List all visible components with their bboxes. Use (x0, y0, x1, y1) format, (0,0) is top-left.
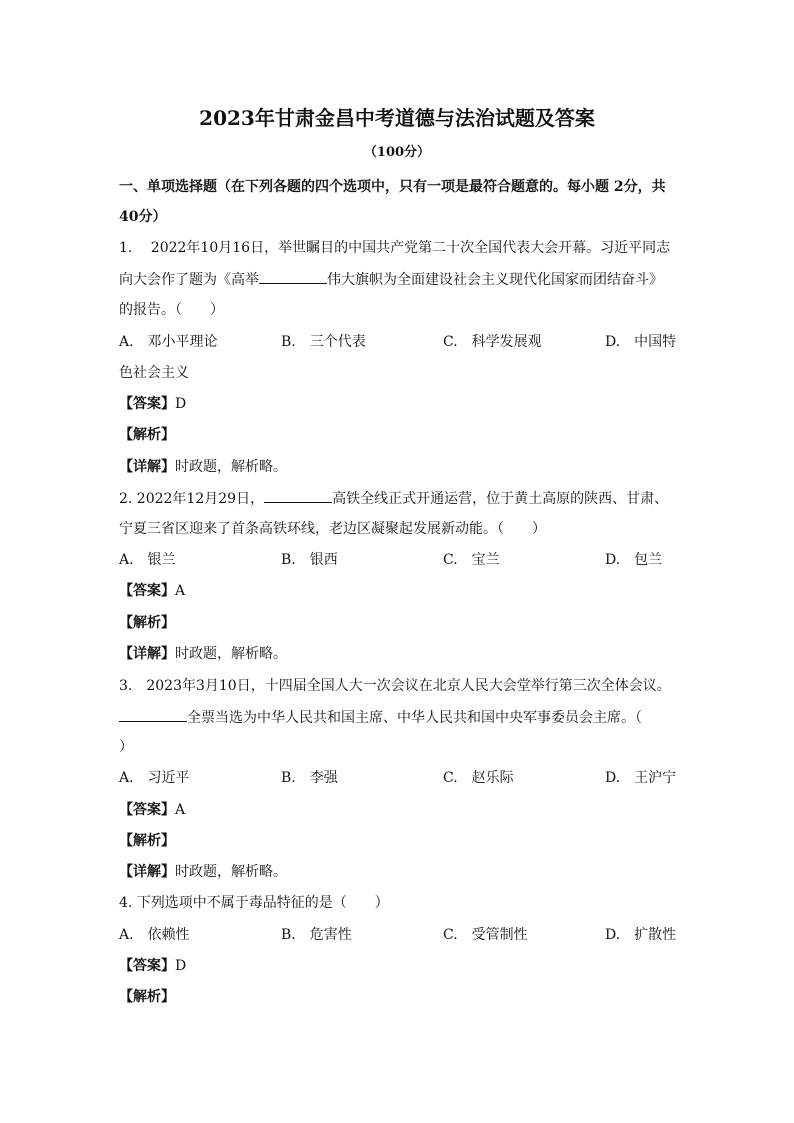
q3-detail-text: 时政题，解析略。 (175, 864, 287, 880)
q4-option-d: D. 扩散性 (605, 927, 677, 943)
section-heading: 一、单项选择题（在下列各题的四个选项中，只有一项是最符合题意的。每小题 2分，共 (119, 179, 666, 195)
q3-stem-line3: ） (119, 739, 133, 755)
q4-stem-line1: 4. 下列选项中不属于毒品特征的是（ ） (119, 895, 389, 911)
detail-label: 【详解】 (119, 646, 175, 662)
q2-answer (119, 581, 679, 601)
q1-stem-pre: 向大会作了题为《高举 (119, 272, 259, 288)
q1-stem-line2 (119, 269, 679, 290)
q2-stem-line1 (119, 488, 679, 509)
q3-stem-line2 (119, 707, 679, 728)
q4-answer-value: D (175, 958, 187, 974)
q4-analysis-label: 【解析】 (119, 989, 175, 1005)
q2-option-a: A. 银兰 (119, 552, 176, 568)
q3-answer-value: A (175, 802, 186, 818)
q1-option-c: C. 科学发展观 (443, 334, 542, 350)
q1-option-d: D. 中国特 (605, 334, 677, 350)
q1-option-a: A. 邓小平理论 (119, 334, 218, 350)
q3-option-a: A. 习近平 (119, 770, 190, 786)
answer-label: 【答案】 (119, 802, 175, 818)
detail-label: 【详解】 (119, 864, 175, 880)
q3-option-d: D. 王沪宁 (605, 770, 677, 786)
detail-label: 【详解】 (119, 459, 175, 475)
answer-label: 【答案】 (119, 958, 175, 974)
q1-analysis-label: 【解析】 (119, 427, 175, 443)
q4-answer (119, 956, 679, 976)
q3-detail (119, 862, 679, 882)
q3-option-b: B. 李强 (281, 770, 338, 786)
q1-fill-blank (259, 269, 327, 284)
q1-answer (119, 394, 679, 414)
section-heading-cont: 40分） (119, 209, 167, 225)
q2-fill-blank (264, 488, 332, 503)
q2-analysis-label: 【解析】 (119, 615, 175, 631)
q2-detail (119, 644, 679, 664)
page-title: 2023年甘肃金昌中考道德与法治试题及答案 (199, 106, 595, 130)
q3-stem-post: 全票当选为中华人民共和国主席、中华人民共和国中央军事委员会主席。（ (187, 710, 642, 726)
q1-detail (119, 457, 679, 477)
q2-option-d: D. 包兰 (605, 552, 663, 568)
q2-stem-line2: 宁夏三省区迎来了首条高铁环线，老边区凝聚起发展新动能。（ ） (119, 521, 546, 537)
q3-answer (119, 800, 679, 820)
q2-answer-value: A (175, 583, 186, 599)
q1-answer-value: D (175, 396, 187, 412)
q4-option-a: A. 依赖性 (119, 927, 190, 943)
q2-option-b: B. 银西 (281, 552, 338, 568)
q1-stem-line3: 的报告。（ ） (119, 302, 224, 318)
q4-option-b: B. 危害性 (281, 927, 352, 943)
q1-stem-line1: 1. 2022年10月16日，举世瞩目的中国共产党第二十次全国代表大会开幕。习近平同志 (119, 240, 671, 256)
q3-option-c: C. 赵乐际 (443, 770, 514, 786)
answer-label: 【答案】 (119, 583, 175, 599)
q1-detail-text: 时政题，解析略。 (175, 459, 287, 475)
score-subtitle: （100分） (363, 145, 431, 160)
q3-analysis-label: 【解析】 (119, 833, 175, 849)
q2-detail-text: 时政题，解析略。 (175, 646, 287, 662)
q3-stem-line1: 3. 2023年3月10日，十四届全国人大一次会议在北京人民大会堂举行第三次全体会议。 (119, 678, 671, 694)
q3-fill-blank (119, 707, 187, 722)
q1-stem-post: 伟大旗帜为全面建设社会主义现代化国家而团结奋斗》 (327, 272, 663, 288)
q2-option-c: C. 宝兰 (443, 552, 500, 568)
q2-stem-pre: 2. 2022年12月29日， (119, 491, 265, 507)
q1-option-d-wrap: 色社会主义 (119, 365, 189, 381)
q1-option-b: B. 三个代表 (281, 334, 366, 350)
answer-label: 【答案】 (119, 396, 175, 412)
q4-option-c: C. 受管制性 (443, 927, 528, 943)
q2-stem-post: 高铁全线正式开通运营，位于黄土高原的陕西、甘肃、 (332, 491, 669, 507)
